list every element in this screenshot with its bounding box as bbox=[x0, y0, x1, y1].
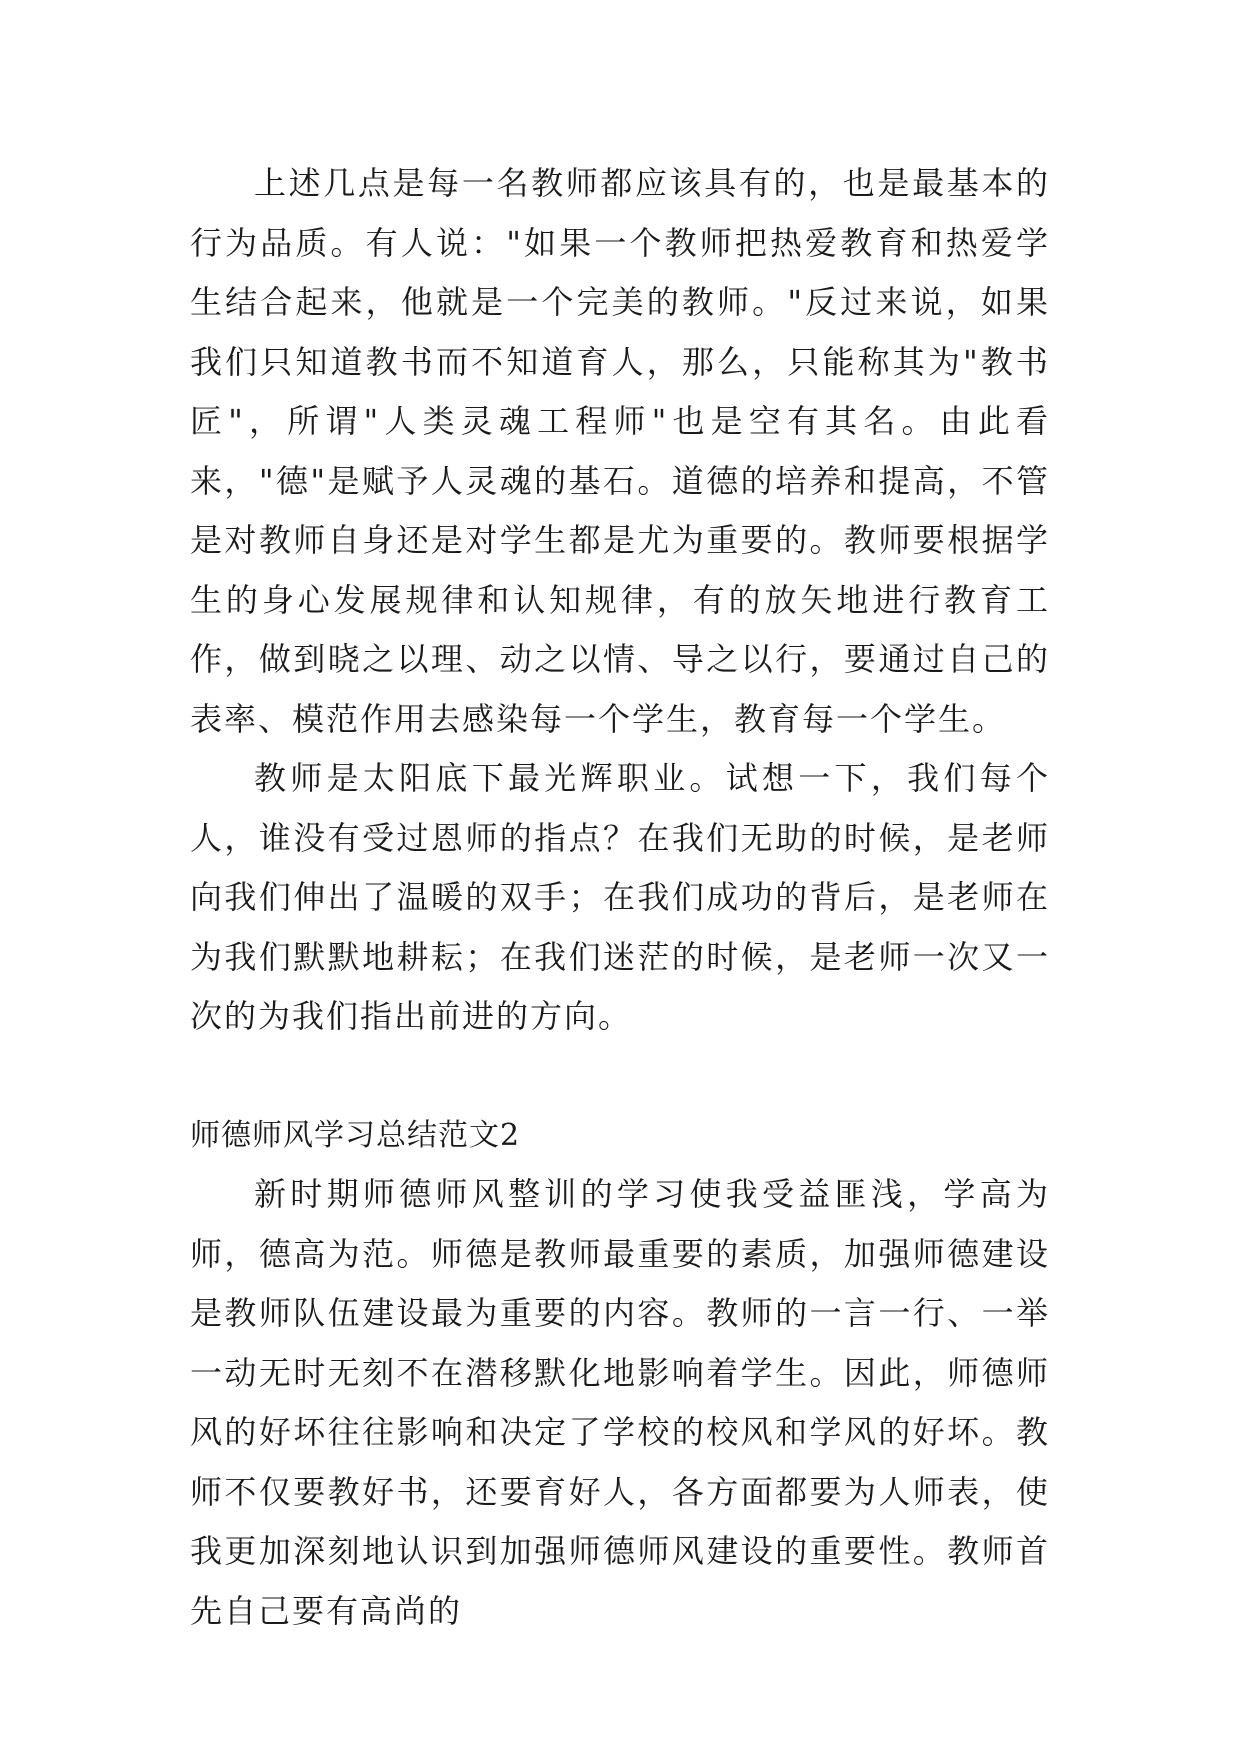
paragraph-teacher-profession: 教师是太阳底下最光辉职业。试想一下，我们每个人，谁没有受过恩师的指点？在我们无助的时候，是老师向我们伸出了温暖的双手；在我们成功的背后，是老师在为我们默默地耕耘；在我们迷茫的时候，是老师一次又一次的为我们指出前进的方向。 bbox=[190, 759, 1050, 1035]
document-body bbox=[190, 154, 1050, 1641]
section-title: 师德师风学习总结范文2 bbox=[190, 1117, 521, 1153]
paragraph-training-summary: 新时期师德师风整训的学习使我受益匪浅，学高为师，德高为范。师德是教师最重要的素质，加强师德建设是教师队伍建设最为重要的内容。教师的一言一行、一举一动无时无刻不在潜移默化地影响着学生。因此，师德师风的好坏往往影响和决定了学校的校风和学风的好坏。教师不仅要教好书，还要育好人，各方面都要为人师表，使我更加深刻地认识到加强师德师风建设的重要性。教师首先自己要有高尚的 bbox=[190, 1175, 1050, 1630]
paragraph-teacher-qualities: 上述几点是每一名教师都应该具有的，也是最基本的行为品质。有人说："如果一个教师把热爱教育和热爱学生结合起来，他就是一个完美的教师。"反过来说，如果我们只知道教书而不知道育人，那么，只能称其为"教书匠"，所谓"人类灵魂工程师"也是空有其名。由此看来，"德"是赋予人灵魂的基石。道德的培养和提高，不管是对教师自身还是对学生都是尤为重要的。教师要根据学生的身心发展规律和认知规律，有的放矢地进行教育工作，做到晓之以理、动之以情、导之以行，要通过自己的表率、模范作用去感染每一个学生，教育每一个学生。 bbox=[190, 164, 1050, 738]
